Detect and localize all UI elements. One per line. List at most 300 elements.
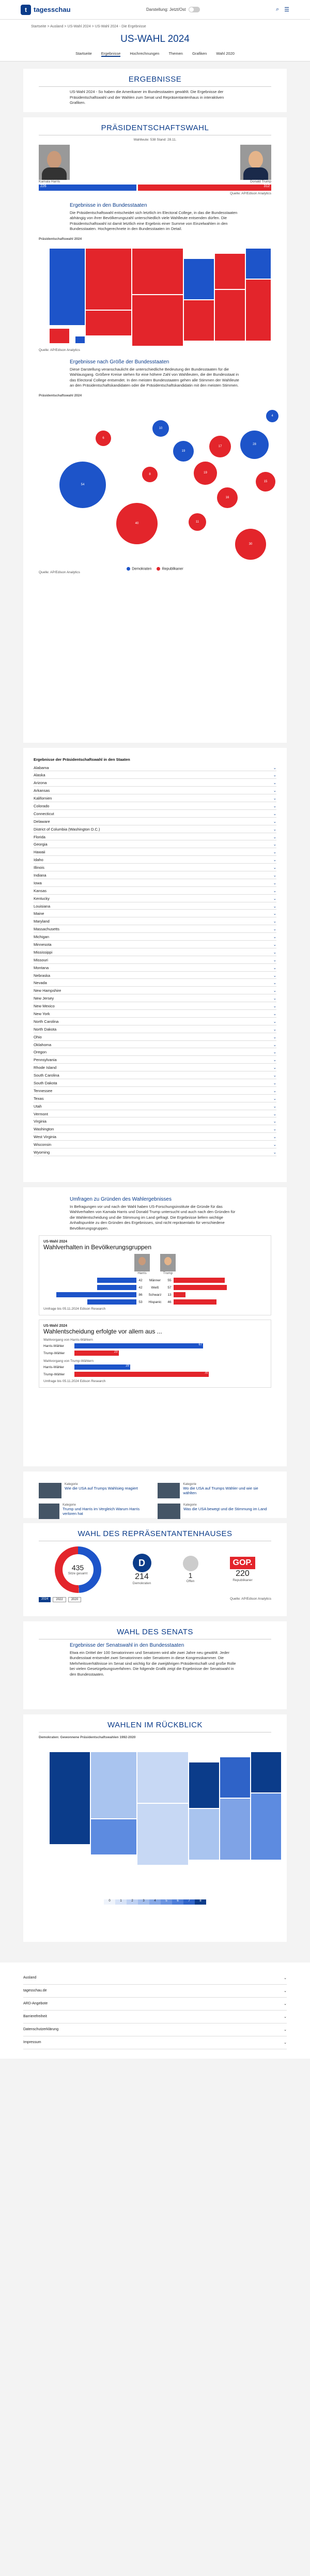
state-name: Rhode Island xyxy=(34,1065,57,1070)
senate-heading: Ergebnisse der Senatswahl in den Bundesstaaten xyxy=(70,1642,184,1648)
state-name: New Jersey xyxy=(34,996,54,1001)
state-accordion-row[interactable] xyxy=(34,1002,276,1010)
state-name: Maine xyxy=(34,911,44,916)
page-title: US-WAHL 2024 xyxy=(120,34,190,44)
state-accordion-row[interactable] xyxy=(34,810,276,818)
state-name: Texas xyxy=(34,1096,44,1101)
trump-value: 55 xyxy=(167,1278,172,1282)
chevron-down-icon: ⌄ xyxy=(273,903,276,909)
teaser[interactable]: Kategorie Trump und Harris im Vergleich Warum Harris verloren hat xyxy=(39,1504,152,1519)
harris-bar xyxy=(97,1278,136,1283)
history-legend-step: 3 xyxy=(138,1899,149,1905)
harris-value: 86 xyxy=(138,1293,143,1297)
presidential-stand: Wahlleute: 538 Stand: 28.11. xyxy=(133,137,177,142)
results-intro: US-Wahl 2024 - So haben die Amerikaner im Bundesstaaten gewählt. Die Ergebnisse der Präsidentschaftswahl und der Wahlen zum Senat und Repräsentantenhaus in interaktiven Grafiken. xyxy=(70,89,224,105)
menu-icon[interactable]: ☰ xyxy=(284,7,289,13)
chevron-down-icon: ⌄ xyxy=(273,1134,276,1140)
state-name: District of Columbia (Washington D.C.) xyxy=(34,826,100,832)
state-name: Vermont xyxy=(34,1111,48,1116)
state-name: New York xyxy=(34,1011,50,1016)
chevron-down-icon: ⌄ xyxy=(273,1004,276,1009)
electoral-vote-bar xyxy=(39,185,271,191)
state-name: Georgia xyxy=(34,842,48,847)
subnav-item[interactable]: Grafiken xyxy=(192,51,207,56)
motive-bars-1 xyxy=(43,1343,267,1356)
motive-row xyxy=(43,1343,267,1349)
state-accordion-row[interactable] xyxy=(34,1010,276,1018)
state-accordion-row[interactable] xyxy=(34,910,276,917)
state-accordion-row[interactable] xyxy=(34,794,276,802)
footer-item[interactable]: Datenschutzerklärung ⌄ xyxy=(23,2023,287,2036)
state-accordion-row[interactable] xyxy=(34,1056,276,1064)
display-toggle[interactable] xyxy=(189,7,200,12)
chevron-down-icon: ⌄ xyxy=(273,1119,276,1124)
map2-label: Präsidentschaftswahl 2024 xyxy=(39,393,82,397)
state-accordion-row[interactable] xyxy=(34,1018,276,1025)
history-legend-step: 2 xyxy=(127,1899,138,1905)
state-accordion-row[interactable] xyxy=(34,818,276,825)
subnav-item[interactable]: Hochrechnungen xyxy=(130,51,160,56)
teaser[interactable]: Kategorie Wo die USA auf Trumps Wähler und wie sie wählten xyxy=(158,1483,271,1498)
house-source: Quelle: AP/Edison Analytics xyxy=(230,1597,271,1601)
chevron-down-icon: ⌄ xyxy=(273,965,276,970)
surveys-heading: Umfragen zu Gründen des Wahlergebnisses xyxy=(70,1196,172,1202)
state-accordion-row[interactable] xyxy=(34,825,276,833)
motive-row xyxy=(43,1350,267,1356)
state-name: Washington xyxy=(34,1127,54,1132)
state-accordion-row[interactable] xyxy=(34,979,276,987)
group-label: Hispanic xyxy=(148,1300,162,1304)
house-donut xyxy=(55,1546,101,1593)
state-accordion-row[interactable] xyxy=(34,1079,276,1087)
harris-value: 53 xyxy=(138,1300,143,1304)
chevron-down-icon: ⌄ xyxy=(273,996,276,1001)
house-other-label: Offen xyxy=(186,1580,195,1583)
house-rep-label: Republikaner xyxy=(233,1578,253,1582)
state-accordion-row[interactable] xyxy=(34,840,276,848)
logo-text: tagesschau xyxy=(34,6,71,13)
trump-photo xyxy=(240,145,271,180)
state-name: Montana xyxy=(34,965,49,970)
chevron-down-icon: ⌄ xyxy=(273,911,276,916)
state-name: Oklahoma xyxy=(34,1042,52,1047)
state-accordion-row[interactable] xyxy=(34,1071,276,1079)
state-name: Kentucky xyxy=(34,896,50,901)
bubble[interactable]: 28 xyxy=(240,431,269,459)
top-bar xyxy=(0,0,310,20)
state-name: Nevada xyxy=(34,980,47,986)
chevron-down-icon: ⌄ xyxy=(273,1103,276,1109)
chevron-down-icon: ⌄ xyxy=(273,880,276,885)
chevron-down-icon: ⌄ xyxy=(273,803,276,808)
state-accordion-row[interactable] xyxy=(34,787,276,794)
state-name: New Hampshire xyxy=(34,988,61,993)
dem-logo-icon: D xyxy=(133,1554,151,1572)
states-accordion xyxy=(34,764,276,1156)
map1-heading: Ergebnisse in den Bundesstaaten xyxy=(70,202,147,208)
history-legend-step: 1 xyxy=(115,1899,127,1905)
map2-source: Quelle: AP/Edison Analytics xyxy=(39,570,80,574)
chevron-down-icon: ⌄ xyxy=(273,919,276,924)
history-map[interactable] xyxy=(39,1741,271,1896)
trump-mini-label: Trump xyxy=(163,1271,173,1275)
us-results-map[interactable] xyxy=(39,243,271,346)
motive-panel xyxy=(39,1320,271,1388)
motive-row xyxy=(43,1371,267,1377)
bubble[interactable]: 8 xyxy=(142,467,158,482)
bubble[interactable]: 10 xyxy=(152,420,169,437)
state-name: Wisconsin xyxy=(34,1142,52,1147)
trump-bar xyxy=(174,1299,216,1305)
state-accordion-row[interactable] xyxy=(34,764,276,772)
history-legend-step: 5 xyxy=(161,1899,172,1905)
subnav-item-active[interactable]: Ergebnisse xyxy=(101,51,121,56)
chevron-down-icon: ⌄ xyxy=(273,980,276,986)
history-legend-step: 6 xyxy=(172,1899,183,1905)
state-accordion-row[interactable] xyxy=(34,1041,276,1049)
motive-label: Harris-Wähler xyxy=(43,1365,65,1369)
harris-mini-label: Harris xyxy=(137,1271,147,1275)
state-accordion-row[interactable] xyxy=(34,1110,276,1118)
motive-label: Trump-Wähler xyxy=(43,1351,65,1355)
chevron-down-icon: ⌄ xyxy=(273,942,276,947)
bubble[interactable]: 19 xyxy=(194,462,217,485)
chevron-down-icon: ⌄ xyxy=(273,796,276,801)
state-accordion-row[interactable] xyxy=(34,871,276,879)
subnav-item[interactable]: Wahl 2020 xyxy=(216,51,235,56)
history-legend-step: 4 xyxy=(149,1899,161,1905)
panel1-kicker: US-Wahl 2024 xyxy=(43,1240,68,1244)
state-accordion-row[interactable] xyxy=(34,833,276,841)
chevron-down-icon: ⌄ xyxy=(273,1065,276,1070)
panel2-group2: Wahlvorgang von Trump-Wählern xyxy=(43,1359,94,1363)
bubble[interactable]: 19 xyxy=(173,441,194,462)
state-accordion-row[interactable] xyxy=(34,1087,276,1095)
state-accordion-row[interactable] xyxy=(34,1025,276,1033)
chevron-down-icon: ⌄ xyxy=(273,1127,276,1132)
state-accordion-row[interactable] xyxy=(34,1148,276,1156)
history-legend-step: 7 xyxy=(183,1899,195,1905)
state-accordion-row[interactable] xyxy=(34,987,276,994)
legend-dem: Demokraten xyxy=(127,567,151,571)
chevron-down-icon: ⌄ xyxy=(273,1073,276,1078)
trump-mini-photo xyxy=(160,1254,176,1271)
footer xyxy=(0,1962,310,2059)
state-accordion-row[interactable] xyxy=(34,948,276,956)
house-title: WAHL DES REPRÄSENTANTENHAUSES xyxy=(78,1529,233,1538)
breadcrumb[interactable]: Startseite > Ausland > US-Wahl 2024 > US-Wahl 2024 - Die Ergebnisse xyxy=(0,20,310,30)
chevron-down-icon: ⌄ xyxy=(273,826,276,832)
presidential-title: PRÄSIDENTSCHAFTSWAHL xyxy=(101,123,209,132)
chevron-down-icon: ⌄ xyxy=(273,1057,276,1063)
state-accordion-row[interactable] xyxy=(34,1033,276,1041)
state-name: Iowa xyxy=(34,880,42,885)
state-accordion-row[interactable] xyxy=(34,925,276,933)
results-title: ERGEBNISSE xyxy=(128,75,182,84)
state-accordion-row[interactable] xyxy=(34,1102,276,1110)
senate-text: Etwa ein Drittel der 100 Senatorinnen und Senatoren wird alle zwei Jahre neu gewählt. Jeder Bundesstaat entsendet zwei Senatorinnen oder Senatoren in diese Kongresskammer. Die Mehrheitsverhältnisse im Senat sind wichtig für die zweijährigen Präsidentschaft und große Rolle bei vielen Gesetzgebungsverfahren. Die folgende Grafik zeigt die Ergebnisse der Senatswahl in den Bundesstaaten. xyxy=(70,1650,236,1677)
chevron-down-icon: ⌄ xyxy=(273,927,276,932)
demographic-row xyxy=(43,1292,267,1298)
state-name: Pennsylvania xyxy=(34,1057,57,1063)
state-accordion-row[interactable] xyxy=(34,1141,276,1148)
panel1-title: Wahlverhalten in Bevölkerungsgruppen xyxy=(43,1244,152,1251)
state-accordion-row[interactable] xyxy=(34,1125,276,1133)
trump-bar xyxy=(174,1285,227,1290)
footer-item[interactable]: Impressum ⌄ xyxy=(23,2036,287,2049)
harris-value: 42 xyxy=(138,1285,143,1290)
footer-item[interactable]: Ausland ⌄ xyxy=(23,1972,287,1985)
harris-value: 42 xyxy=(138,1278,143,1282)
house-rep-seats: 220 xyxy=(236,1569,250,1578)
motive-bar: 23 xyxy=(74,1351,119,1356)
panel2-title: Wahlentscheidung erfolgte vor allem aus ... xyxy=(43,1328,162,1335)
bubble[interactable]: 6 xyxy=(96,431,111,446)
group-label: Männer xyxy=(149,1278,161,1282)
state-name: Missouri xyxy=(34,957,48,962)
map1-source: Quelle: AP/Edison Analytics xyxy=(39,348,80,352)
chevron-down-icon: ⌄ xyxy=(273,973,276,978)
history-legend xyxy=(39,1899,271,1905)
state-accordion-row[interactable] xyxy=(34,887,276,895)
panel1-source: Umfrage bis 05.11.2024 Edison Research xyxy=(43,1307,106,1311)
state-accordion-row[interactable] xyxy=(34,802,276,810)
state-name: Florida xyxy=(34,834,45,839)
trump-votes: 312 xyxy=(138,185,271,191)
map1-text: Die Präsidentschaftswahl entscheidet sich letztlich im Electoral College, in das die Bundesstaaten abhängig von ihrer Bevölkerungszahl unterschiedlich viele Wahlleute entsenden dürfen. Die Präsidentschaftswahl ist damit letztlich eine Ergebnis einer Summe von Einzelwahlen in den Bundesstaaten. Hochgerechnete in den Bundesstaaten im Detail. xyxy=(70,210,238,231)
chevron-down-icon: ⌄ xyxy=(273,988,276,993)
presidential-source: Quelle: AP/Edison Analytics xyxy=(230,191,271,195)
state-accordion-row[interactable] xyxy=(34,941,276,948)
chevron-down-icon: ⌄ xyxy=(273,819,276,824)
state-accordion-row[interactable] xyxy=(34,856,276,864)
chevron-down-icon: ⌄ xyxy=(273,1096,276,1101)
demographic-bars xyxy=(43,1277,267,1305)
house-dem-label: Demokraten xyxy=(132,1582,151,1585)
footer-item[interactable]: Barrierefreiheit ⌄ xyxy=(23,2011,287,2023)
bubble[interactable]: 11 xyxy=(189,513,206,531)
state-accordion-row[interactable] xyxy=(34,1133,276,1141)
state-accordion-row[interactable] xyxy=(34,848,276,856)
motive-bar: 70 xyxy=(74,1372,209,1377)
motive-label: Trump-Wähler xyxy=(43,1372,65,1376)
history-legend-step: 8 xyxy=(195,1899,206,1905)
state-name: Mississippi xyxy=(34,949,53,955)
state-name: Alabama xyxy=(34,765,49,770)
demographics-panel xyxy=(39,1235,271,1315)
logo-icon: t xyxy=(21,5,31,15)
demographic-row xyxy=(43,1284,267,1291)
state-name: New Mexico xyxy=(34,1004,55,1009)
house-dem-seats: 214 xyxy=(135,1572,149,1581)
chevron-down-icon: ⌄ xyxy=(273,811,276,816)
bubble-map[interactable] xyxy=(39,400,271,565)
chevron-down-icon: ⌄ xyxy=(273,934,276,940)
bubble[interactable]: 4 xyxy=(266,410,278,422)
chevron-down-icon: ⌄ xyxy=(273,842,276,847)
display-toggle-label: Darstellung: Jetzt/Ost xyxy=(146,7,186,12)
states-heading: Ergebnisse der Präsidentschaftswahl in den Staaten xyxy=(34,757,130,762)
chevron-down-icon: ⌄ xyxy=(273,1150,276,1155)
state-accordion-row[interactable] xyxy=(34,864,276,871)
state-accordion-row[interactable] xyxy=(34,771,276,779)
house-tab[interactable]: 2024 xyxy=(39,1597,51,1602)
chevron-down-icon: ⌄ xyxy=(273,1081,276,1086)
senate-title: WAHL DES SENATS xyxy=(117,1627,193,1636)
chevron-down-icon: ⌄ xyxy=(273,896,276,901)
state-name: Nebraska xyxy=(34,973,51,978)
chevron-down-icon: ⌄ xyxy=(273,765,276,770)
state-accordion-row[interactable] xyxy=(34,917,276,925)
group-label: Weiß xyxy=(151,1285,159,1290)
subnav-item[interactable]: Startseite xyxy=(75,51,92,56)
panel2-group1: Wahlvorgang von Harris-Wählern xyxy=(43,1338,93,1342)
subnav-item[interactable]: Themen xyxy=(168,51,183,56)
trump-bar xyxy=(174,1278,225,1283)
state-accordion-row[interactable] xyxy=(34,879,276,887)
chevron-down-icon: ⌄ xyxy=(273,1111,276,1116)
state-name: Massachusetts xyxy=(34,927,60,932)
demographic-row xyxy=(43,1299,267,1305)
chevron-down-icon: ⌄ xyxy=(273,1026,276,1032)
map2-heading: Ergebnisse nach Größe der Bundesstaaten xyxy=(70,359,169,365)
sub-navigation xyxy=(0,47,310,62)
harris-votes: 226 xyxy=(39,185,136,191)
state-accordion-row[interactable] xyxy=(34,1064,276,1071)
state-name: Colorado xyxy=(34,803,50,808)
house-total: 435 xyxy=(71,1563,84,1572)
trump-bar xyxy=(174,1292,185,1297)
chevron-down-icon: ⌄ xyxy=(273,1050,276,1055)
state-name: South Dakota xyxy=(34,1081,57,1086)
chevron-down-icon: ⌄ xyxy=(273,865,276,870)
motive-bar: 67 xyxy=(74,1343,203,1348)
state-name: Utah xyxy=(34,1103,42,1109)
house-tab[interactable]: 2022 xyxy=(53,1597,66,1602)
house-other-seats: 1 xyxy=(188,1571,193,1580)
state-accordion-row[interactable] xyxy=(34,972,276,979)
teaser[interactable]: Kategorie Was die USA bewegt und die Stimmung im Land xyxy=(158,1504,271,1519)
harris-bar xyxy=(97,1285,136,1290)
chevron-down-icon: ⌄ xyxy=(273,888,276,893)
state-name: Arkansas xyxy=(34,788,50,793)
harris-label: Kamala Harris xyxy=(39,179,60,183)
footer-item[interactable]: tagesschau.de ⌄ xyxy=(23,1985,287,1998)
state-accordion-row[interactable] xyxy=(34,964,276,972)
trump-label: Donald Trump xyxy=(250,179,271,183)
state-name: Virginia xyxy=(34,1119,47,1124)
motive-row xyxy=(43,1364,267,1370)
motive-label: Harris-Wähler xyxy=(43,1344,65,1348)
trump-value: 46 xyxy=(167,1300,172,1304)
chevron-down-icon: ⌄ xyxy=(273,1088,276,1093)
harris-photo xyxy=(39,145,70,180)
state-accordion-row[interactable] xyxy=(34,1048,276,1056)
history-title: WAHLEN IM RÜCKBLICK xyxy=(107,1720,203,1729)
state-name: Ohio xyxy=(34,1034,42,1039)
chevron-down-icon: ⌄ xyxy=(273,834,276,839)
chevron-down-icon: ⌄ xyxy=(273,1142,276,1147)
state-name: Hawaii xyxy=(34,850,45,855)
chevron-down-icon: ⌄ xyxy=(273,1034,276,1039)
state-name: Kansas xyxy=(34,888,47,893)
state-accordion-row[interactable] xyxy=(34,895,276,902)
history-label: Demokraten: Gewonnene Präsidentschaftswahlen 1992-2020 xyxy=(39,1735,136,1739)
bubble[interactable]: 40 xyxy=(116,503,158,544)
gop-logo-icon: GOP. xyxy=(230,1557,256,1569)
state-name: Illinois xyxy=(34,865,44,870)
bubble[interactable]: 30 xyxy=(235,529,266,560)
bubble[interactable]: 54 xyxy=(59,462,106,508)
bubble[interactable]: 16 xyxy=(217,487,238,508)
map1-label: Präsidentschaftswahl 2024 xyxy=(39,237,82,241)
state-name: Indiana xyxy=(34,872,47,878)
state-accordion-row[interactable] xyxy=(34,1117,276,1125)
trump-value: 57 xyxy=(167,1285,172,1290)
state-name: Louisiana xyxy=(34,903,51,909)
search-icon[interactable]: ⌕ xyxy=(275,6,280,12)
logo[interactable] xyxy=(21,5,71,15)
panel2-kicker: US-Wahl 2024 xyxy=(43,1324,68,1328)
state-name: Kalifornien xyxy=(34,796,52,801)
state-name: Delaware xyxy=(34,819,50,824)
state-name: Maryland xyxy=(34,919,50,924)
state-accordion-row[interactable] xyxy=(34,994,276,1002)
state-name: Arizona xyxy=(34,780,47,786)
chevron-down-icon: ⌄ xyxy=(273,1019,276,1024)
state-name: Tennessee xyxy=(34,1088,53,1093)
state-name: Minnesota xyxy=(34,942,52,947)
surveys-text: In Befragungen vor und nach der Wahl haben US-Forschungsinstitute die Gründe für das Wahlverhalten von Kamala Harris und Donald Trump untersucht und auch nach den Gründen für die Wahlentscheidung und die Stimmung im Land gefragt. Die Ergebnisse liefern wichtige Anhaltspunkte zu den Gründen des Ergebnisses, sind nicht repräsentativ für verschiedene Bevölkerungsgruppen. xyxy=(70,1204,236,1231)
group-label: Schwarz xyxy=(148,1293,162,1297)
motive-bars-2 xyxy=(43,1364,267,1377)
state-accordion-row[interactable] xyxy=(34,779,276,787)
chevron-down-icon: ⌄ xyxy=(273,957,276,962)
house-tab[interactable]: 2020 xyxy=(68,1597,81,1602)
panel2-source: Umfrage bis 05.11.2024 Edison Research xyxy=(43,1379,106,1383)
chevron-down-icon: ⌄ xyxy=(273,949,276,955)
harris-bar xyxy=(56,1292,136,1297)
state-name: Oregon xyxy=(34,1050,47,1055)
other-icon xyxy=(183,1556,198,1571)
chevron-down-icon: ⌄ xyxy=(273,1042,276,1047)
state-accordion-row[interactable] xyxy=(34,956,276,964)
state-name: Wyoming xyxy=(34,1150,50,1155)
state-accordion-row[interactable] xyxy=(34,933,276,941)
state-name: Michigan xyxy=(34,934,50,940)
demographic-row xyxy=(43,1277,267,1283)
chevron-down-icon: ⌄ xyxy=(273,788,276,793)
footer-item[interactable]: ARD-Angebote ⌄ xyxy=(23,1998,287,2011)
legend-rep: Republikaner xyxy=(157,567,183,571)
state-name: North Carolina xyxy=(34,1019,59,1024)
harris-bar xyxy=(87,1299,136,1305)
harris-mini-photo xyxy=(134,1254,150,1271)
state-name: South Carolina xyxy=(34,1073,59,1078)
state-name: North Dakota xyxy=(34,1026,57,1032)
teaser[interactable]: Kategorie Wie die USA auf Trumps Wahlsieg reagiert xyxy=(39,1483,152,1498)
bubble[interactable]: 15 xyxy=(256,472,275,492)
chevron-down-icon: ⌄ xyxy=(273,857,276,863)
bubble[interactable]: 17 xyxy=(209,436,231,457)
state-accordion-row[interactable] xyxy=(34,1095,276,1102)
state-name: Alaska xyxy=(34,773,45,778)
state-accordion-row[interactable] xyxy=(34,902,276,910)
chevron-down-icon: ⌄ xyxy=(273,1011,276,1016)
trump-value: 13 xyxy=(167,1293,172,1297)
chevron-down-icon: ⌄ xyxy=(273,773,276,778)
chevron-down-icon: ⌄ xyxy=(273,872,276,878)
